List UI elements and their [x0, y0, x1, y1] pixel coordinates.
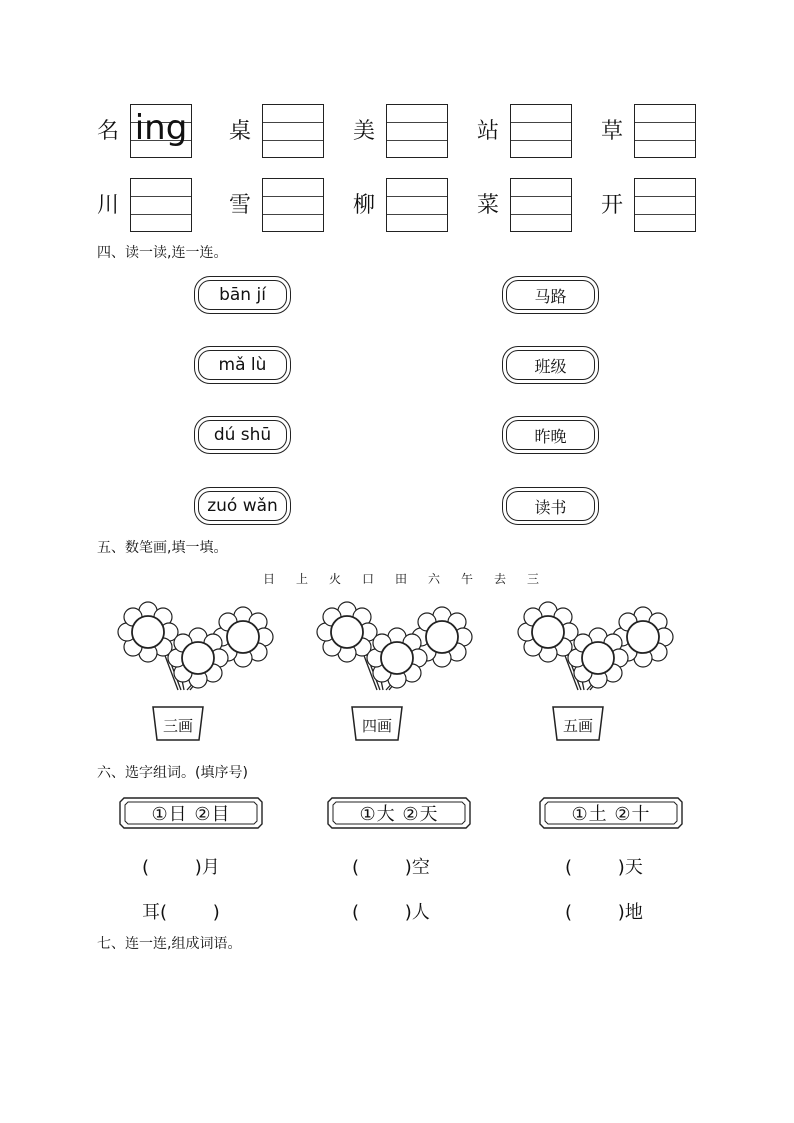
word-card-text: 马路	[506, 280, 595, 310]
fill-blank[interactable]: ( )天	[565, 857, 643, 878]
pinyin-grid[interactable]	[130, 178, 192, 232]
option-box-text: ①大 ②天	[359, 804, 439, 825]
stroke-char: 三	[526, 572, 539, 586]
fill-blank[interactable]: ( )月	[142, 857, 220, 878]
grid-char: 开	[600, 193, 623, 218]
option-box	[118, 796, 264, 830]
pinyin-card-text: dú shū	[198, 420, 287, 450]
pinyin-card-text: zuó wǎn	[198, 491, 287, 521]
stroke-char: 上	[295, 572, 308, 586]
fill-blank[interactable]: 耳( )	[142, 902, 220, 923]
grid-char: 菜	[476, 193, 499, 218]
stroke-char: 火	[328, 572, 341, 586]
pinyin-grid[interactable]	[510, 178, 572, 232]
stroke-char: 田	[394, 572, 407, 586]
pot-label: 三画	[162, 717, 193, 735]
section-4-heading: 四、读一读,连一连。	[97, 245, 228, 261]
stroke-char: 午	[460, 572, 473, 586]
section-7-heading: 七、连一连,组成词语。	[97, 936, 242, 952]
pinyin-card[interactable]	[194, 487, 291, 525]
pinyin-grid[interactable]	[262, 178, 324, 232]
pot-label: 五画	[562, 717, 593, 735]
stroke-char: 六	[427, 572, 440, 586]
grid-char: 站	[476, 119, 499, 144]
pinyin-card-text: bān jí	[198, 280, 287, 310]
stroke-char: 口	[361, 572, 374, 586]
grid-char: 川	[96, 193, 119, 218]
word-card-text: 班级	[506, 350, 595, 380]
pinyin-grid[interactable]	[510, 104, 572, 158]
fill-blank[interactable]: ( )人	[352, 902, 430, 923]
option-box	[538, 796, 684, 830]
pinyin-grid[interactable]	[634, 104, 696, 158]
word-card[interactable]	[502, 487, 599, 525]
option-box	[326, 796, 472, 830]
grid-char: 雪	[228, 193, 251, 218]
grid-answer: ing	[134, 108, 188, 148]
pinyin-card-text: mǎ lù	[198, 350, 287, 380]
option-box-text: ①日 ②目	[151, 804, 231, 825]
option-box-text: ①土 ②十	[571, 804, 651, 825]
pot-label: 四画	[361, 717, 392, 735]
section-6-heading: 六、选字组词。(填序号)	[97, 765, 248, 781]
word-card-text: 昨晚	[506, 420, 595, 450]
pinyin-card[interactable]	[194, 346, 291, 384]
grid-char: 美	[352, 119, 375, 144]
word-card[interactable]	[502, 346, 599, 384]
pinyin-grid[interactable]	[130, 104, 192, 158]
word-card-text: 读书	[506, 491, 595, 521]
pinyin-grid[interactable]	[634, 178, 696, 232]
pinyin-grid[interactable]	[386, 104, 448, 158]
stroke-char: 去	[493, 572, 506, 586]
word-card[interactable]	[502, 276, 599, 314]
stroke-char: 日	[262, 572, 275, 586]
pinyin-card[interactable]	[194, 276, 291, 314]
pinyin-card[interactable]	[194, 416, 291, 454]
grid-char: 名	[96, 119, 119, 144]
fill-blank[interactable]: ( )空	[352, 857, 430, 878]
grid-char: 柳	[352, 193, 375, 218]
word-card[interactable]	[502, 416, 599, 454]
grid-char: 桌	[228, 119, 251, 144]
pinyin-grid[interactable]	[262, 104, 324, 158]
grid-char: 草	[600, 119, 623, 144]
section-5-heading: 五、数笔画,填一填。	[97, 540, 228, 556]
fill-blank[interactable]: ( )地	[565, 902, 643, 923]
pinyin-grid[interactable]	[386, 178, 448, 232]
